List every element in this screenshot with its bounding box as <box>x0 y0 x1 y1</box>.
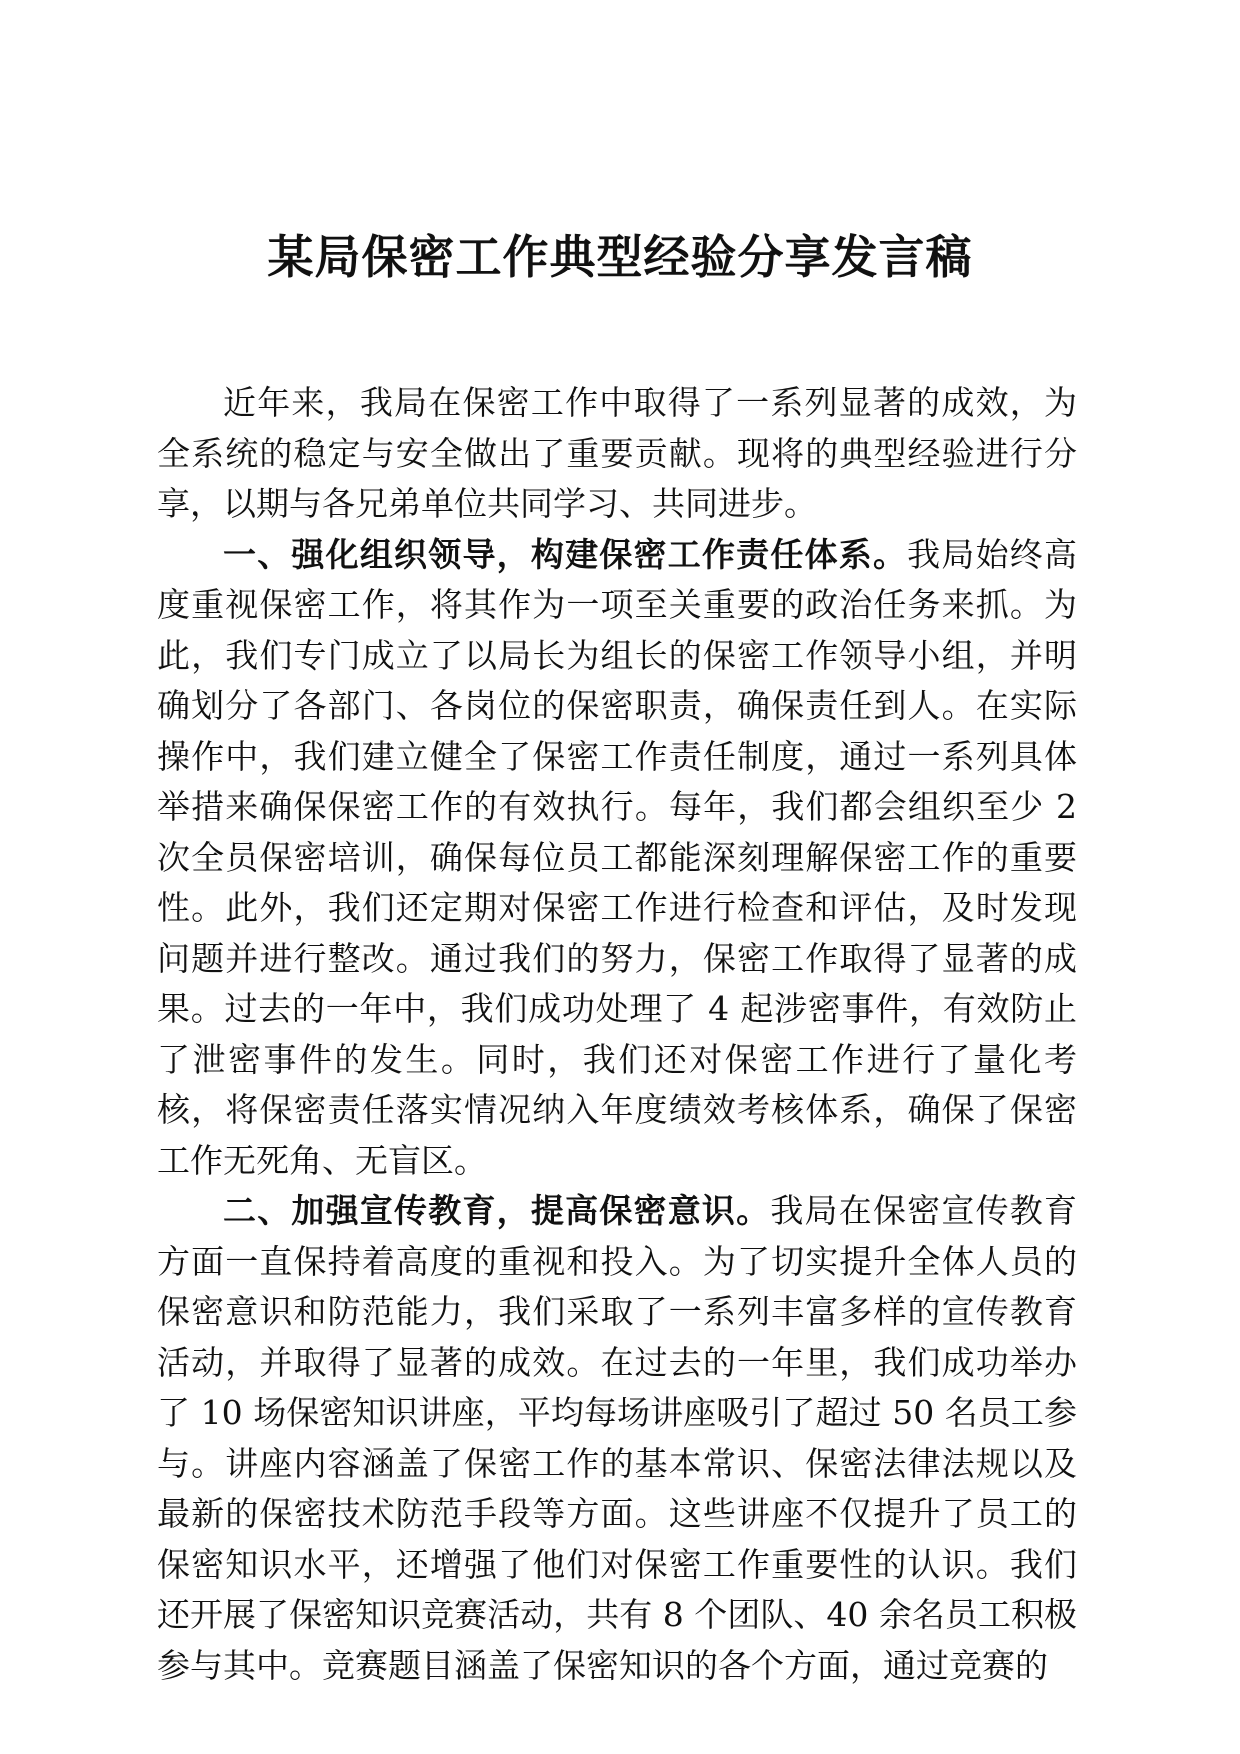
section-2-paragraph <box>157 1186 1077 1691</box>
document-body <box>157 378 1077 1691</box>
section-1-paragraph <box>157 530 1077 1187</box>
document-title: 某局保密工作典型经验分享发言稿 <box>267 230 973 284</box>
intro-paragraph: 近年来，我局在保密工作中取得了一系列显著的成效，为全系统的稳定与安全做出了重要贡献。现将的典型经验进行分享，以期与各兄弟单位共同学习、共同进步。 <box>157 383 1077 523</box>
section-1-heading: 一、强化组织领导，构建保密工作责任体系。 <box>223 534 908 574</box>
section-2-text: 我局在保密宣传教育方面一直保持着高度的重视和投入。为了切实提升全体人员的保密意识和防范能力，我们采取了一系列丰富多样的宣传教育活动，并取得了显著的成效。在过去的一年里，我们成功举办了 10 场保密知识讲座，平均每场讲座吸引了超过 50 名员工参与。讲座内容涵盖了保密工作的基本常识、保密法律法规以及最新的保密技术防范手段等方面。这些讲座不仅提升了员工的保密知识水平，还增强了他们对保密工作重要性的认识。我们还开展了保密知识竞赛活动，共有 8 个团队、40 余名员工积极参与其中。竞赛题目涵盖了保密知识的各个方面，通过竞赛的 <box>157 1191 1078 1685</box>
section-2-heading: 二、加强宣传教育，提高保密意识。 <box>223 1191 771 1230</box>
section-1-text: 我局始终高度重视保密工作，将其作为一项至关重要的政治任务来抓。为此，我们专门成立了以局长为组长的保密工作领导小组，并明确划分了各部门、各岗位的保密职责，确保责任到人。在实际操作中，我们建立健全了保密工作责任制度，通过一系列具体举措来确保保密工作的有效执行。每年，我们都会组织至少 2 次全员保密培训，确保每位员工都能深刻理解保密工作的重要性。此外，我们还定期对保密工作进行检查和评估，及时发现问题并进行整改。通过我们的努力，保密工作取得了显著的成果。过去的一年中，我们成功处理了 4 起涉密事件，有效防止了泄密事件的发生。同时，我们还对保密工作进行了量化考核，将保密责任落实情况纳入年度绩效考核体系，确保了保密工作无死角、无盲区。 <box>157 534 1078 1180</box>
